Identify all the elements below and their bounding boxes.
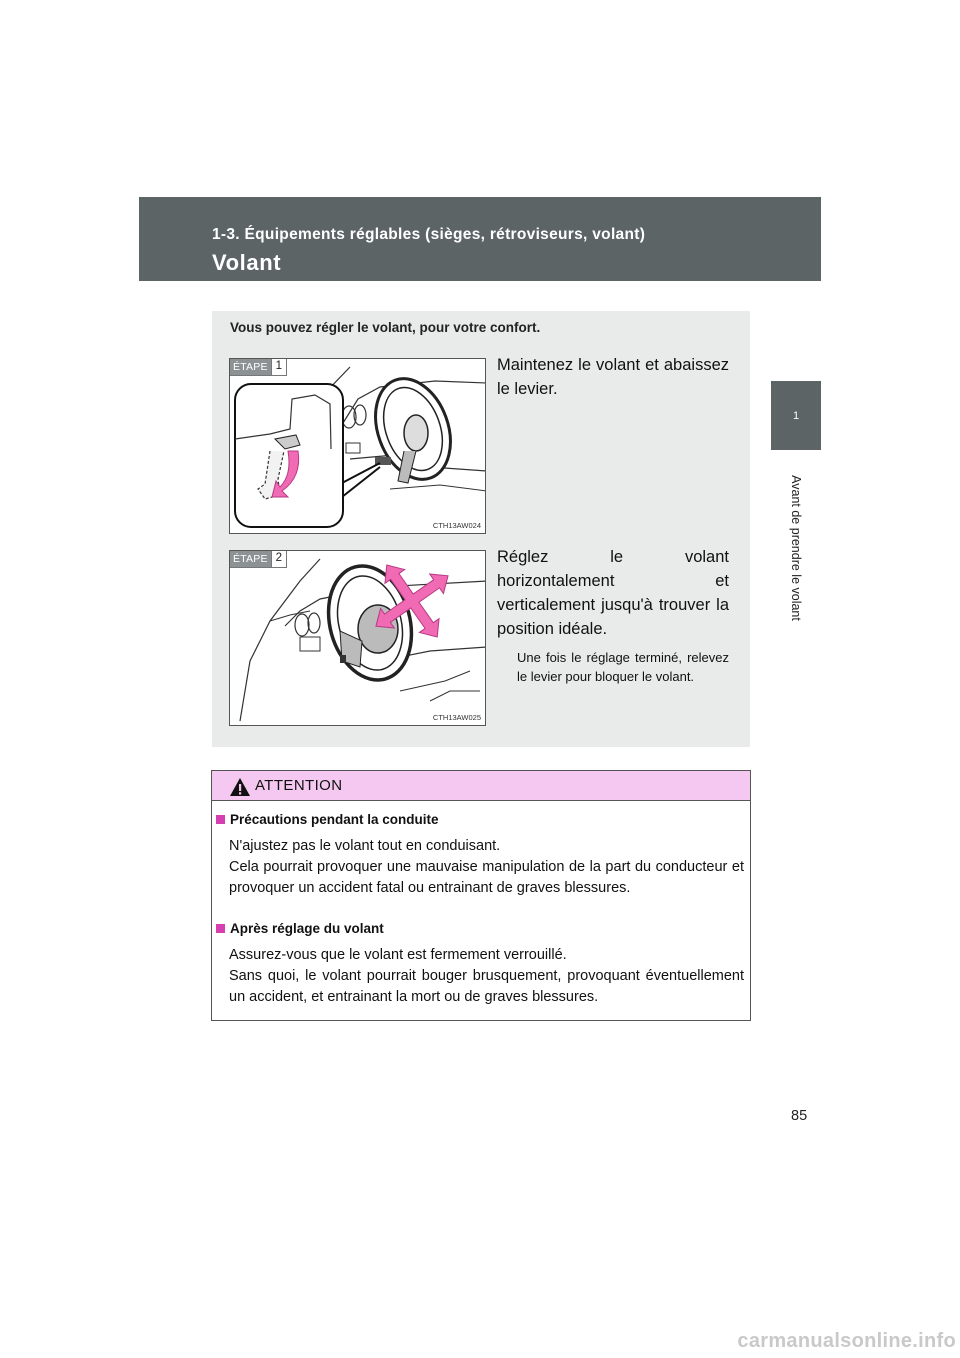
square-bullet-icon — [216, 815, 225, 824]
warning-triangle-icon — [229, 777, 251, 797]
step-2-badge — [230, 551, 287, 568]
step-1-badge — [230, 359, 287, 376]
step-1-text: Maintenez le volant et abaissez le levier. — [497, 356, 729, 398]
chapter-label — [773, 460, 819, 635]
square-bullet-icon — [216, 924, 225, 933]
chapter-tab[interactable] — [771, 381, 821, 450]
warning-line: N'ajustez pas le volant tout en conduisant. — [229, 838, 501, 854]
chapter-label-text: Avant de prendre le volant — [789, 474, 804, 621]
intro-text: Vous pouvez régler le volant, pour votre confort. — [230, 320, 541, 335]
wheel-adjust-illustration — [230, 551, 486, 726]
figure-code: CTH13AW025 — [432, 713, 481, 722]
warning-item-heading: Après réglage du volant — [214, 921, 384, 936]
warning-item-body — [229, 836, 744, 899]
warning-item-heading: Précautions pendant la conduite — [214, 812, 439, 827]
step-number: 2 — [271, 551, 286, 567]
warning-item-body — [229, 945, 744, 1008]
warning-line: Cela pourrait provoquer une mauvaise manipulation de la part du conducteur et provoquer un accident fatal ou entrainant de graves blessures. — [229, 859, 744, 896]
step-1-figure — [229, 358, 486, 534]
page-title: Volant — [212, 250, 282, 275]
lever-illustration — [230, 359, 486, 534]
warning-title: ATTENTION — [255, 777, 343, 794]
warning-line: Assurez-vous que le volant est fermement verrouillé. — [229, 947, 567, 963]
figure-code: CTH13AW024 — [432, 521, 481, 530]
step-2-figure — [229, 550, 486, 726]
step-2-text: Réglez le volant horizontalement et verticalement jusqu'à trouver la position idéale. — [497, 548, 729, 638]
section-title: 1-3. Équipements réglables (sièges, rétroviseurs, volant) — [212, 226, 646, 243]
page-number: 85 — [791, 1108, 808, 1124]
chapter-number: 1 — [792, 409, 800, 422]
step-number: 1 — [271, 359, 286, 375]
step-label: ÉTAPE — [230, 359, 271, 375]
watermark: carmanualsonline.info — [737, 1330, 956, 1352]
step-label: ÉTAPE — [230, 551, 271, 567]
warning-line: Sans quoi, le volant pourrait bouger brusquement, provoquant éventuellement un accident, et entrainant la mort ou de graves blessures. — [229, 968, 744, 1005]
step-2-note: Une fois le réglage terminé, relevez le levier pour bloquer le volant. — [517, 650, 729, 684]
warning-header — [212, 771, 750, 801]
